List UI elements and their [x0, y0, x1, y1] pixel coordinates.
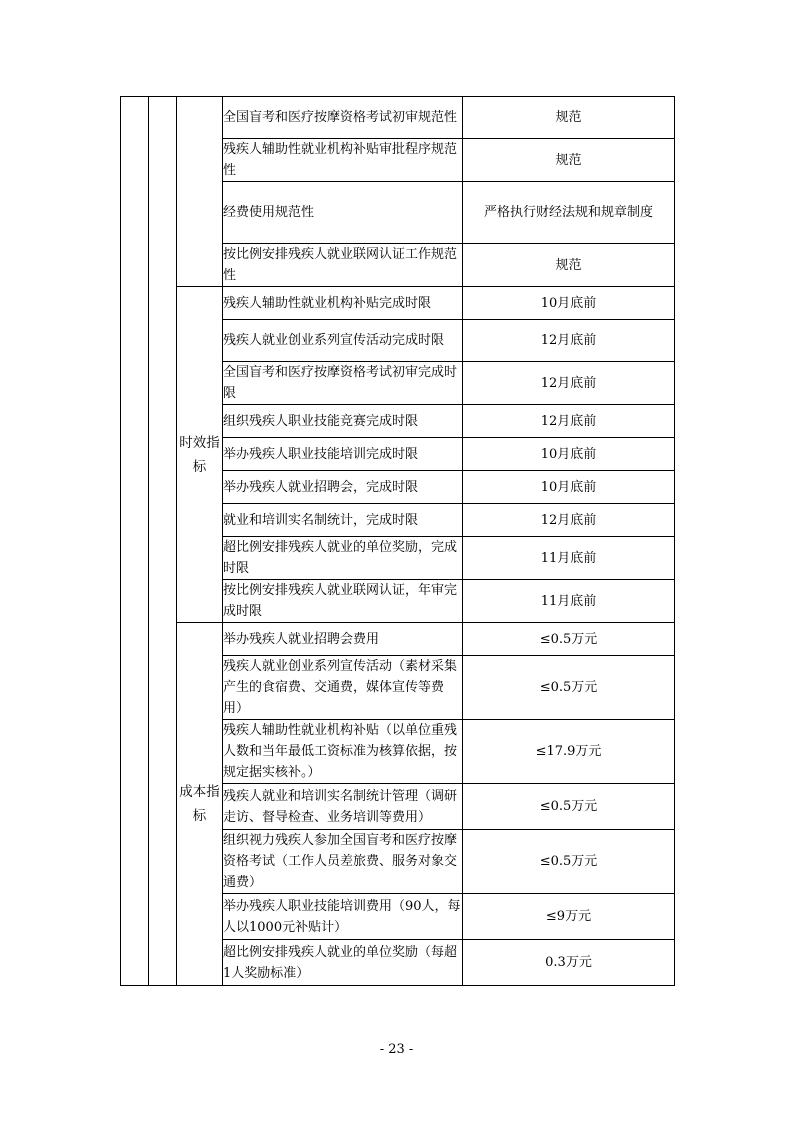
indicator-value: 10月底前	[463, 471, 675, 504]
indicator-value: ≤0.5万元	[463, 623, 675, 656]
indicator-name: 就业和培训实名制统计，完成时限	[223, 504, 463, 537]
indicator-value: ≤0.5万元	[463, 830, 675, 894]
indicator-value: ≤9万元	[463, 894, 675, 940]
indicator-name: 经费使用规范性	[223, 182, 463, 244]
category-label: 时效指标	[179, 434, 220, 475]
category-cell-standard	[177, 97, 223, 287]
indicator-value: 11月底前	[463, 537, 675, 580]
table-row	[121, 97, 675, 139]
indicator-value: 0.3万元	[463, 940, 675, 986]
category-cell-timeliness	[177, 287, 223, 623]
indicator-name: 全国盲考和医疗按摩资格考试初审完成时限	[223, 362, 463, 405]
blank-column-2	[149, 97, 177, 986]
indicator-value: ≤17.9万元	[463, 720, 675, 784]
indicator-value: 12月底前	[463, 320, 675, 362]
indicator-value: 11月底前	[463, 580, 675, 623]
performance-indicator-table	[120, 96, 675, 986]
category-label: 成本指标	[179, 784, 220, 824]
indicator-value: 规范	[463, 244, 675, 287]
indicator-name: 全国盲考和医疗按摩资格考试初审规范性	[223, 97, 463, 139]
indicator-value: 10月底前	[463, 438, 675, 471]
indicator-name: 举办残疾人就业招聘会费用	[223, 623, 463, 656]
indicator-name: 残疾人辅助性就业机构补贴审批程序规范性	[223, 139, 463, 182]
indicator-name: 残疾人就业和培训实名制统计管理（调研走访、督导检查、业务培训等费用）	[223, 784, 463, 830]
indicator-value: 规范	[463, 139, 675, 182]
indicator-value: 10月底前	[463, 287, 675, 320]
indicator-name: 残疾人就业创业系列宣传活动完成时限	[223, 320, 463, 362]
indicator-name: 按比例安排残疾人就业联网认证，年审完成时限	[223, 580, 463, 623]
indicator-value: ≤0.5万元	[463, 784, 675, 830]
indicator-name: 残疾人就业创业系列宣传活动（素材采集产生的食宿费、交通费，媒体宣传等费用）	[223, 656, 463, 720]
blank-column-1	[121, 97, 149, 986]
page-number: - 23 -	[379, 1042, 414, 1057]
indicator-name: 残疾人辅助性就业机构补贴（以单位重残人数和当年最低工资标准为核算依据，按规定据实核补。）	[223, 720, 463, 784]
indicator-name: 举办残疾人就业招聘会，完成时限	[223, 471, 463, 504]
indicator-name: 超比例安排残疾人就业的单位奖励（每超1人奖励标准）	[223, 940, 463, 986]
indicator-name: 按比例安排残疾人就业联网认证工作规范性	[223, 244, 463, 287]
table-row	[121, 623, 675, 656]
indicator-value: 严格执行财经法规和规章制度	[463, 182, 675, 244]
category-cell-cost	[177, 623, 223, 986]
indicator-value: 12月底前	[463, 362, 675, 405]
indicator-name: 组织残疾人职业技能竞赛完成时限	[223, 405, 463, 438]
table-row	[121, 287, 675, 320]
indicator-name: 举办残疾人职业技能培训费用（90人，每人以1000元补贴计）	[223, 894, 463, 940]
indicator-name: 组织视力残疾人参加全国盲考和医疗按摩资格考试（工作人员差旅费、服务对象交通费）	[223, 830, 463, 894]
indicator-name: 残疾人辅助性就业机构补贴完成时限	[223, 287, 463, 320]
indicator-value: 12月底前	[463, 405, 675, 438]
indicator-value: 规范	[463, 97, 675, 139]
indicator-value: ≤0.5万元	[463, 656, 675, 720]
indicator-value: 12月底前	[463, 504, 675, 537]
indicator-name: 举办残疾人职业技能培训完成时限	[223, 438, 463, 471]
indicator-name: 超比例安排残疾人就业的单位奖励，完成时限	[223, 537, 463, 580]
